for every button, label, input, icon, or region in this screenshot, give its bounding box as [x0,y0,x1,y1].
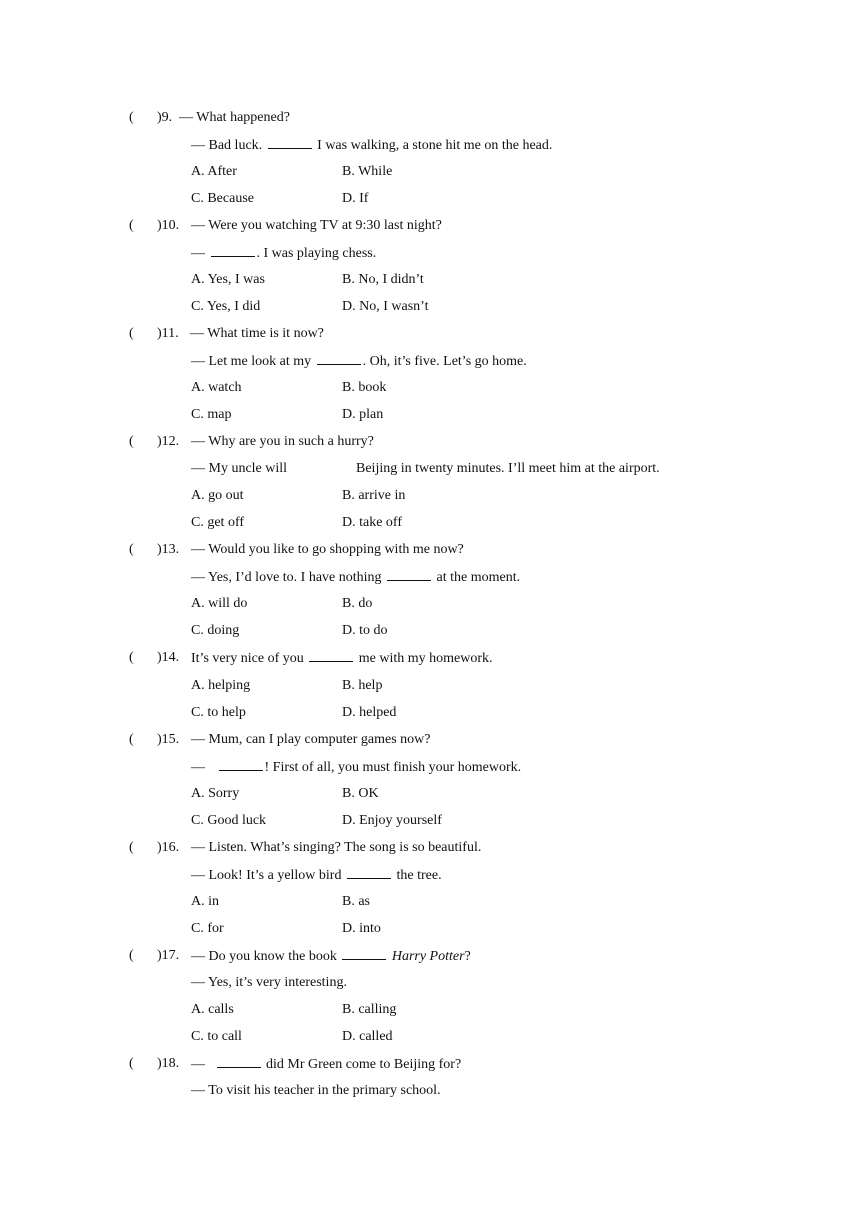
option-a: A. watch [191,380,242,395]
question-response: — Yes, I’d love to. I have nothing at the moment. [191,570,521,585]
question-prompt: — What time is it now? [190,326,324,341]
option-a: A. Yes, I was [191,272,265,287]
option-d: D. If [342,191,369,206]
question-prompt: — Would you like to go shopping with me now? [191,542,464,557]
answer-blank[interactable] [342,947,386,960]
question-number: )12. [157,434,180,449]
option-d: D. No, I wasn’t [342,299,429,314]
option-b: B. calling [342,1002,397,1017]
option-c: C. to help [191,705,246,720]
question-prompt: It’s very nice of you me with my homework. [191,651,493,666]
answer-blank[interactable] [309,649,353,662]
option-d: D. plan [342,407,384,422]
answer-paren[interactable]: ( [129,650,134,665]
answer-paren[interactable]: ( [129,326,134,341]
option-c: C. for [191,921,224,936]
answer-blank[interactable] [347,866,391,879]
question-prompt: — Why are you in such a hurry? [191,434,374,449]
answer-blank[interactable] [217,1055,261,1068]
option-b: B. do [342,596,373,611]
option-d: D. take off [342,515,402,530]
question-number: )16. [157,840,180,855]
answer-paren[interactable]: ( [129,218,134,233]
option-d: D. into [342,921,381,936]
option-a: A. go out [191,488,244,503]
question-response: — To visit his teacher in the primary school. [191,1083,441,1098]
question-response-start: — My uncle will [191,461,288,476]
option-d: D. to do [342,623,388,638]
question-response: — Let me look at my . Oh, it’s five. Let’s go home. [191,354,527,369]
question-number: )18. [157,1056,180,1071]
option-c: C. get off [191,515,245,530]
answer-paren[interactable]: ( [129,840,134,855]
option-c: C. to call [191,1029,242,1044]
option-a: A. Sorry [191,786,240,801]
question-number: )14. [157,650,180,665]
answer-paren[interactable]: ( [129,542,134,557]
option-c: C. Good luck [191,813,267,828]
option-b: B. OK [342,786,379,801]
question-number: )9. [157,110,173,125]
question-prompt: — Listen. What’s singing? The song is so beautiful. [191,840,482,855]
book-title: Harry Potter [391,949,465,964]
option-b: B. as [342,894,370,909]
option-d: D. helped [342,705,397,720]
option-c: C. Because [191,191,254,206]
question-number: )15. [157,732,180,747]
option-a: A. will do [191,596,248,611]
question-prompt: — Mum, can I play computer games now? [191,732,431,747]
question-response: — . I was playing chess. [191,246,377,261]
answer-blank[interactable] [219,758,263,771]
answer-blank[interactable] [211,244,255,257]
option-b: B. help [342,678,383,693]
option-b: B. book [342,380,387,395]
answer-paren[interactable]: ( [129,732,134,747]
question-response: — Yes, it’s very interesting. [191,975,347,990]
question-prompt: — Do you know the book Harry Potter? [191,949,471,964]
question-response-end: Beijing in twenty minutes. I’ll meet him at the airport. [356,461,660,476]
answer-blank[interactable] [268,136,312,149]
question-number: )10. [157,218,180,233]
question-prompt: — did Mr Green come to Beijing for? [191,1057,462,1072]
option-c: C. Yes, I did [191,299,261,314]
question-response: — Look! It’s a yellow bird the tree. [191,868,442,883]
option-b: B. arrive in [342,488,406,503]
answer-paren[interactable]: ( [129,1056,134,1071]
question-number: )17. [157,948,180,963]
option-c: C. map [191,407,232,422]
question-response: — ! First of all, you must finish your homework. [191,760,522,775]
answer-paren[interactable]: ( [129,110,134,125]
question-prompt: — What happened? [179,110,290,125]
option-a: A. After [191,164,237,179]
option-c: C. doing [191,623,240,638]
question-number: )11. [157,326,179,341]
answer-blank[interactable] [317,352,361,365]
question-number: )13. [157,542,180,557]
option-a: A. in [191,894,219,909]
option-b: B. No, I didn’t [342,272,424,287]
option-b: B. While [342,164,393,179]
answer-blank[interactable] [387,568,431,581]
option-d: D. called [342,1029,393,1044]
option-d: D. Enjoy yourself [342,813,442,828]
answer-paren[interactable]: ( [129,434,134,449]
option-a: A. calls [191,1002,234,1017]
answer-paren[interactable]: ( [129,948,134,963]
option-a: A. helping [191,678,251,693]
question-prompt: — Were you watching TV at 9:30 last night? [191,218,442,233]
question-response: — Bad luck. I was walking, a stone hit me on the head. [191,138,553,153]
